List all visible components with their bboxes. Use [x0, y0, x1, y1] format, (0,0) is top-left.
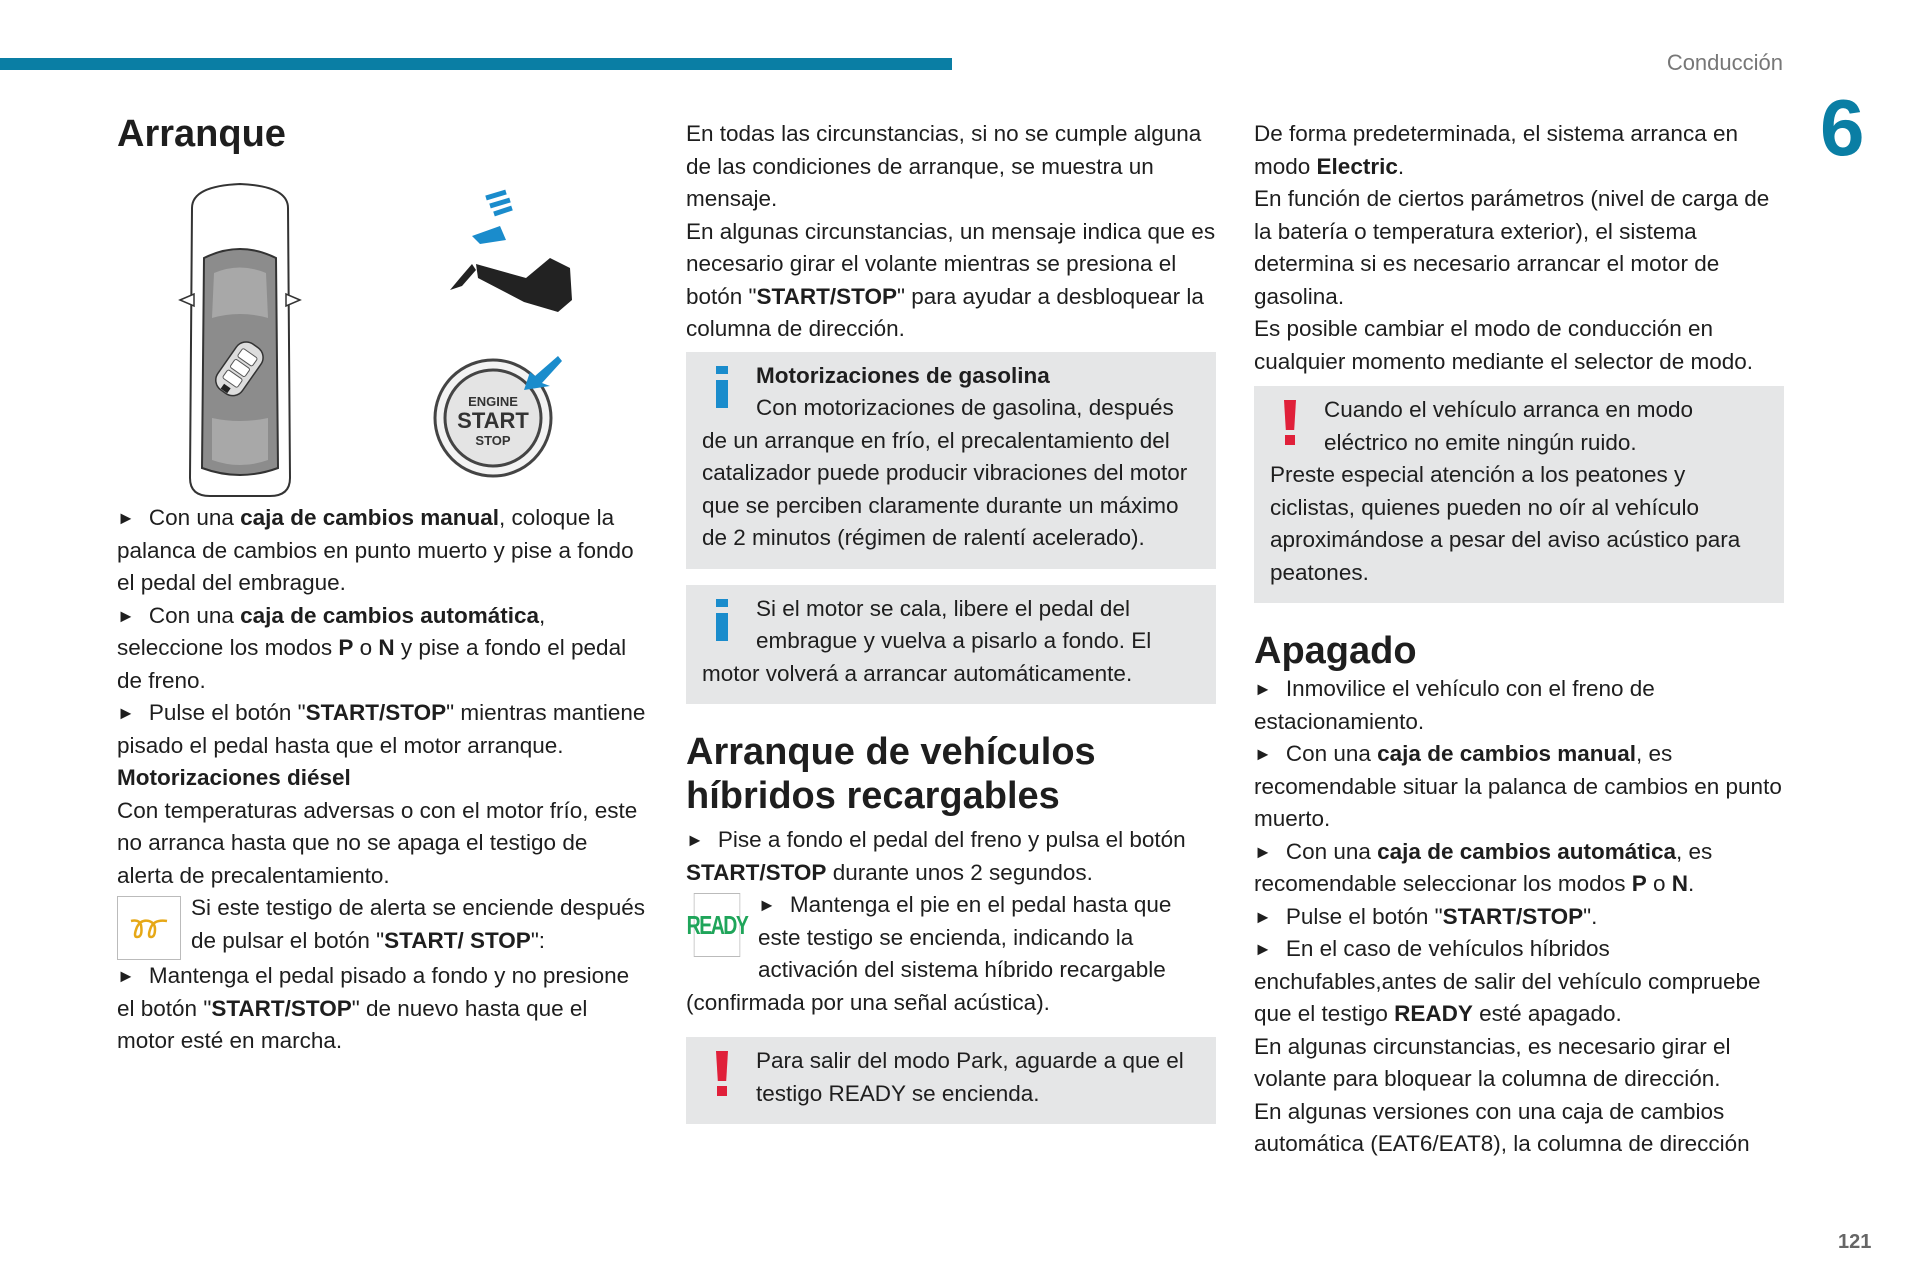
glow-warning-paragraph: Si este testigo de alerta se enciende después de pulsar el botón "START/ STOP": [117, 892, 647, 957]
bullet-arrow-icon: ► [1254, 679, 1272, 699]
note-title: Motorizaciones de gasolina [756, 362, 1050, 388]
column-2 [686, 118, 1216, 1124]
svg-text:STOP: STOP [475, 433, 511, 448]
section-title-apagado: Apagado [1254, 630, 1417, 672]
stop-step-5: ► En el caso de vehículos híbridos enchufables,antes de salir del vehículo compruebe que el testigo READY esté apagado. [1254, 933, 1784, 1031]
column-1 [117, 502, 647, 1058]
warning-icon [702, 1045, 756, 1099]
note-text: Si el motor se cala, libere el pedal del embrague y vuelva a pisarlo a fondo. El motor volverá a arrancar automáticamente. [702, 595, 1152, 686]
eat-versions-paragraph: En algunas versiones con una caja de cambios automática (EAT6/EAT8), la columna de dirección [1254, 1098, 1750, 1156]
step-keep-pedal: ► Mantenga el pedal pisado a fondo y no presione el botón "START/STOP" de nuevo hasta que el motor esté en marcha. [117, 960, 647, 1058]
page-number: 121 [1838, 1231, 1872, 1253]
note-text: Para salir del modo Park, aguarde a que el testigo READY se encienda. [756, 1048, 1184, 1106]
column-3 [1254, 118, 1784, 1161]
foot-on-pedal-icon [450, 192, 572, 312]
default-mode-paragraph: De forma predeterminada, el sistema arranca en modo Electric. [1254, 121, 1738, 179]
hybrid-step-2: READY ► Mantenga el pie en el pedal hasta que este testigo se encienda, indicando la activación del sistema híbrido recargable (confirmada por una señal acústica). [686, 889, 1216, 1019]
engine-start-stop-button-icon [435, 356, 562, 476]
steering-paragraph: En algunas circunstancias, un mensaje indica que es necesario girar el volante mientras se presiona el botón "START/STOP" para ayudar a desbloquear la columna de dirección. [686, 218, 1216, 341]
bullet-arrow-icon: ► [758, 895, 776, 915]
note-text: Con motorizaciones de gasolina, después de un arranque en frío, el precalentamiento del catalizador puede producir vibraciones del motor que se perciben claramente durante un máximo de 2 minutos (régimen de ralentí acelerado). [702, 395, 1188, 550]
running-header: Conducción [1666, 50, 1783, 75]
info-icon [702, 593, 756, 647]
svg-text:START: START [457, 408, 529, 433]
bullet-arrow-icon: ► [117, 605, 135, 626]
mode-selector-paragraph: Es posible cambiar el modo de conducción en cualquier momento mediante el selector de modo. [1254, 316, 1754, 374]
warning-note-silent [1254, 386, 1784, 603]
section-title-arranque: Arranque [117, 113, 286, 155]
step-press-start: ► Pulse el botón "START/STOP" mientras mantiene pisado el pedal hasta que el motor arranque. [117, 697, 647, 762]
car-top-view-with-key-icon [180, 184, 300, 496]
parameters-paragraph: En función de ciertos parámetros (nivel de carga de la batería o temperatura exterior), el sistema determina si es necesario arrancar el motor de gasolina. [1254, 186, 1770, 309]
steering-lock-paragraph: En algunas circunstancias, es necesario girar el volante para bloquear la columna de dirección. [1254, 1033, 1731, 1091]
diesel-text: Con temperaturas adversas o con el motor frío, este no arranca hasta que no se apaga el testigo de alerta de precalentamiento. [117, 797, 638, 888]
hybrid-step-1: ► Pise a fondo el pedal del freno y pulsa el botón START/STOP durante unos 2 segundos. [686, 824, 1216, 889]
bullet-arrow-icon: ► [1254, 906, 1272, 927]
step-manual: ► Con una caja de cambios manual, coloque la palanca de cambios en punto muerto y pise a fondo el pedal del embrague. [117, 502, 647, 600]
stop-step-3: ► Con una caja de cambios automática, es recomendable seleccionar los modos P o N. [1254, 836, 1784, 901]
preheating-glow-plug-icon [117, 896, 181, 960]
warning-icon [1270, 394, 1324, 448]
chapter-number: 6 [1820, 83, 1865, 172]
info-note-stall [686, 585, 1216, 705]
warning-note-park [686, 1037, 1216, 1124]
conditions-paragraph: En todas las circunstancias, si no se cumple alguna de las condiciones de arranque, se muestra un mensaje. [686, 121, 1202, 211]
bullet-arrow-icon: ► [117, 508, 135, 528]
bullet-arrow-icon: ► [686, 830, 704, 850]
bullet-arrow-icon: ► [117, 703, 135, 723]
stop-step-1: ► Inmovilice el vehículo con el freno de estacionamiento. [1254, 673, 1784, 738]
bullet-arrow-icon: ► [117, 966, 135, 986]
ready-indicator-icon: READY [694, 893, 741, 957]
diesel-subtitle: Motorizaciones diésel [117, 765, 351, 790]
info-icon [702, 360, 756, 414]
stop-step-4: ► Pulse el botón "START/STOP". [1254, 901, 1784, 934]
svg-text:ENGINE: ENGINE [468, 394, 518, 409]
note-text: Cuando el vehículo arranca en modo eléctrico no emite ningún ruido. [1324, 397, 1693, 455]
section-title-hybrid: Arranque de vehículos híbridos recargables [686, 731, 1096, 817]
header-accent-bar [0, 58, 952, 70]
bullet-arrow-icon: ► [1254, 841, 1272, 862]
bullet-arrow-icon: ► [1254, 744, 1272, 764]
info-note-gasoline [686, 352, 1216, 569]
step-automatic: ► Con una caja de cambios automática, seleccione los modos P o N y pise a fondo el pedal de freno. [117, 600, 647, 698]
starting-illustration [160, 178, 600, 498]
bullet-arrow-icon: ► [1254, 939, 1272, 959]
stop-step-2: ► Con una caja de cambios manual, es recomendable situar la palanca de cambios en punto muerto. [1254, 738, 1784, 836]
note-text: Preste especial atención a los peatones y ciclistas, quienes pueden no oír al vehículo aproximándose a pesar del aviso acústico para peatones. [1270, 462, 1741, 585]
